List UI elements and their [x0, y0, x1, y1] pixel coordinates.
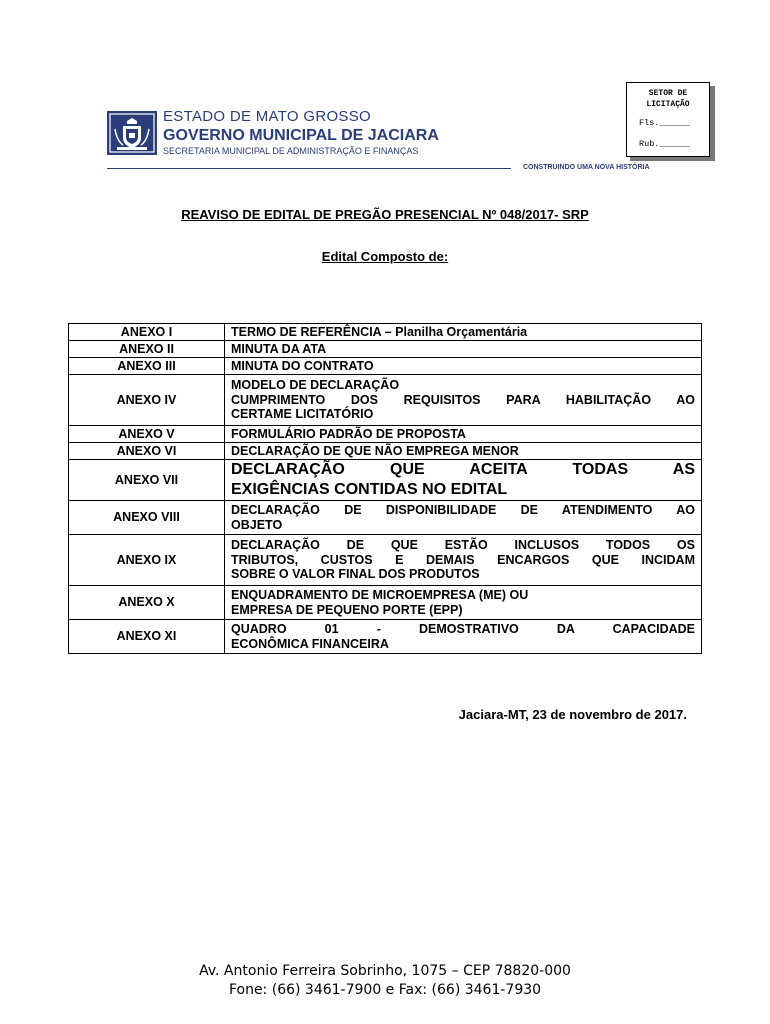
header-secretariat: SECRETARIA MUNICIPAL DE ADMINISTRAÇÃO E FINANÇAS: [163, 146, 419, 156]
setor-title-line2: LICITAÇÃO: [646, 100, 690, 109]
annex-description: [225, 460, 702, 501]
footer-address: Av. Antonio Ferreira Sobrinho, 1075 – CEP 78820-000: [199, 963, 571, 979]
header-divider: [107, 168, 511, 169]
table-row: [69, 426, 702, 443]
municipal-coat-of-arms-icon: [107, 111, 157, 155]
annex-line: ENQUADRAMENTO DE MICROEMPRESA (ME) OU: [231, 588, 529, 602]
table-row: [69, 535, 702, 586]
annex-label: ANEXO III: [69, 358, 225, 375]
setor-title: [627, 88, 709, 110]
annex-line: TRIBUTOS, CUSTOS E DEMAIS ENCARGOS QUE INCIDAM: [231, 552, 695, 567]
table-row: [69, 620, 702, 654]
annex-line: ECONÔMICA FINANCEIRA: [231, 636, 389, 651]
header-state: ESTADO DE MATO GROSSO: [163, 108, 371, 125]
annex-label: ANEXO II: [69, 341, 225, 358]
annex-table: [68, 323, 702, 654]
annex-line: TERMO DE REFERÊNCIA – Planilha Orçamentária: [231, 324, 528, 339]
annex-label: ANEXO IV: [69, 375, 225, 426]
annex-label: ANEXO I: [69, 324, 225, 341]
annex-line: FORMULÁRIO PADRÃO DE PROPOSTA: [231, 426, 466, 441]
setor-rub-field: Rub.______: [639, 139, 691, 149]
footer-phone: Fone: (66) 3461-7900 e Fax: (66) 3461-7930: [228, 982, 542, 998]
footer: [0, 962, 770, 1000]
table-row: [69, 324, 702, 341]
annex-description: [225, 620, 702, 654]
annex-description: [225, 501, 702, 535]
header-tagline: CONSTRUINDO UMA NOVA HISTÓRIA: [523, 164, 650, 171]
annex-label: ANEXO VI: [69, 443, 225, 460]
annex-line: DECLARAÇÃO QUE ACEITA TODAS AS: [231, 461, 695, 478]
annex-label: ANEXO IX: [69, 535, 225, 586]
annex-line: MINUTA DO CONTRATO: [231, 358, 374, 373]
table-row: [69, 341, 702, 358]
annex-line: EMPRESA DE PEQUENO PORTE (EPP): [231, 602, 463, 617]
annex-line: MINUTA DA ATA: [231, 341, 327, 356]
annex-label: ANEXO X: [69, 586, 225, 620]
annex-description: [225, 586, 702, 620]
annex-line: MODELO DE DECLARAÇÃO: [231, 378, 400, 393]
annex-description: [225, 535, 702, 586]
header-government: GOVERNO MUNICIPAL DE JACIARA: [163, 127, 439, 144]
annex-description: [225, 324, 702, 341]
annex-label: ANEXO XI: [69, 620, 225, 654]
annex-description: [225, 341, 702, 358]
setor-licitacao-box: [626, 82, 710, 157]
document-title: REAVISO DE EDITAL DE PREGÃO PRESENCIAL Nº 048/2017- SRP: [181, 207, 589, 222]
annex-line: SOBRE O VALOR FINAL DOS PRODUTOS: [231, 567, 480, 582]
annex-description: [225, 358, 702, 375]
header-text: [163, 108, 439, 158]
document-subtitle: Edital Composto de:: [321, 249, 449, 264]
annex-line: DECLARAÇÃO DE QUE ESTÃO INCLUSOS TODOS OS: [231, 538, 695, 553]
table-row: [69, 501, 702, 535]
annex-line: QUADRO 01 - DEMOSTRATIVO DA CAPACIDADE: [231, 622, 695, 636]
setor-title-line1: SETOR DE: [648, 89, 688, 98]
setor-fls-field: Fls.______: [639, 118, 691, 128]
table-row: [69, 443, 702, 460]
annex-label: ANEXO VIII: [69, 501, 225, 535]
annex-description: [225, 443, 702, 460]
annex-line: CUMPRIMENTO DOS REQUISITOS PARA HABILITAÇÃO AO: [231, 392, 695, 407]
annex-label: ANEXO V: [69, 426, 225, 443]
annex-description: [225, 375, 702, 426]
annex-line: CERTAME LICITATÓRIO: [231, 407, 374, 422]
table-row: [69, 375, 702, 426]
annex-line: DECLARAÇÃO DE DISPONIBILIDADE DE ATENDIMENTO AO: [231, 503, 695, 517]
document-date: Jaciara-MT, 23 de novembro de 2017.: [458, 707, 687, 722]
annex-line: EXIGÊNCIAS CONTIDAS NO EDITAL: [231, 481, 508, 498]
annex-line: DECLARAÇÃO DE QUE NÃO EMPREGA MENOR: [231, 443, 519, 458]
annex-description: [225, 426, 702, 443]
annex-label: ANEXO VII: [69, 460, 225, 501]
table-row: [69, 460, 702, 501]
annex-line: OBJETO: [231, 517, 283, 532]
table-row: [69, 586, 702, 620]
table-row: [69, 358, 702, 375]
